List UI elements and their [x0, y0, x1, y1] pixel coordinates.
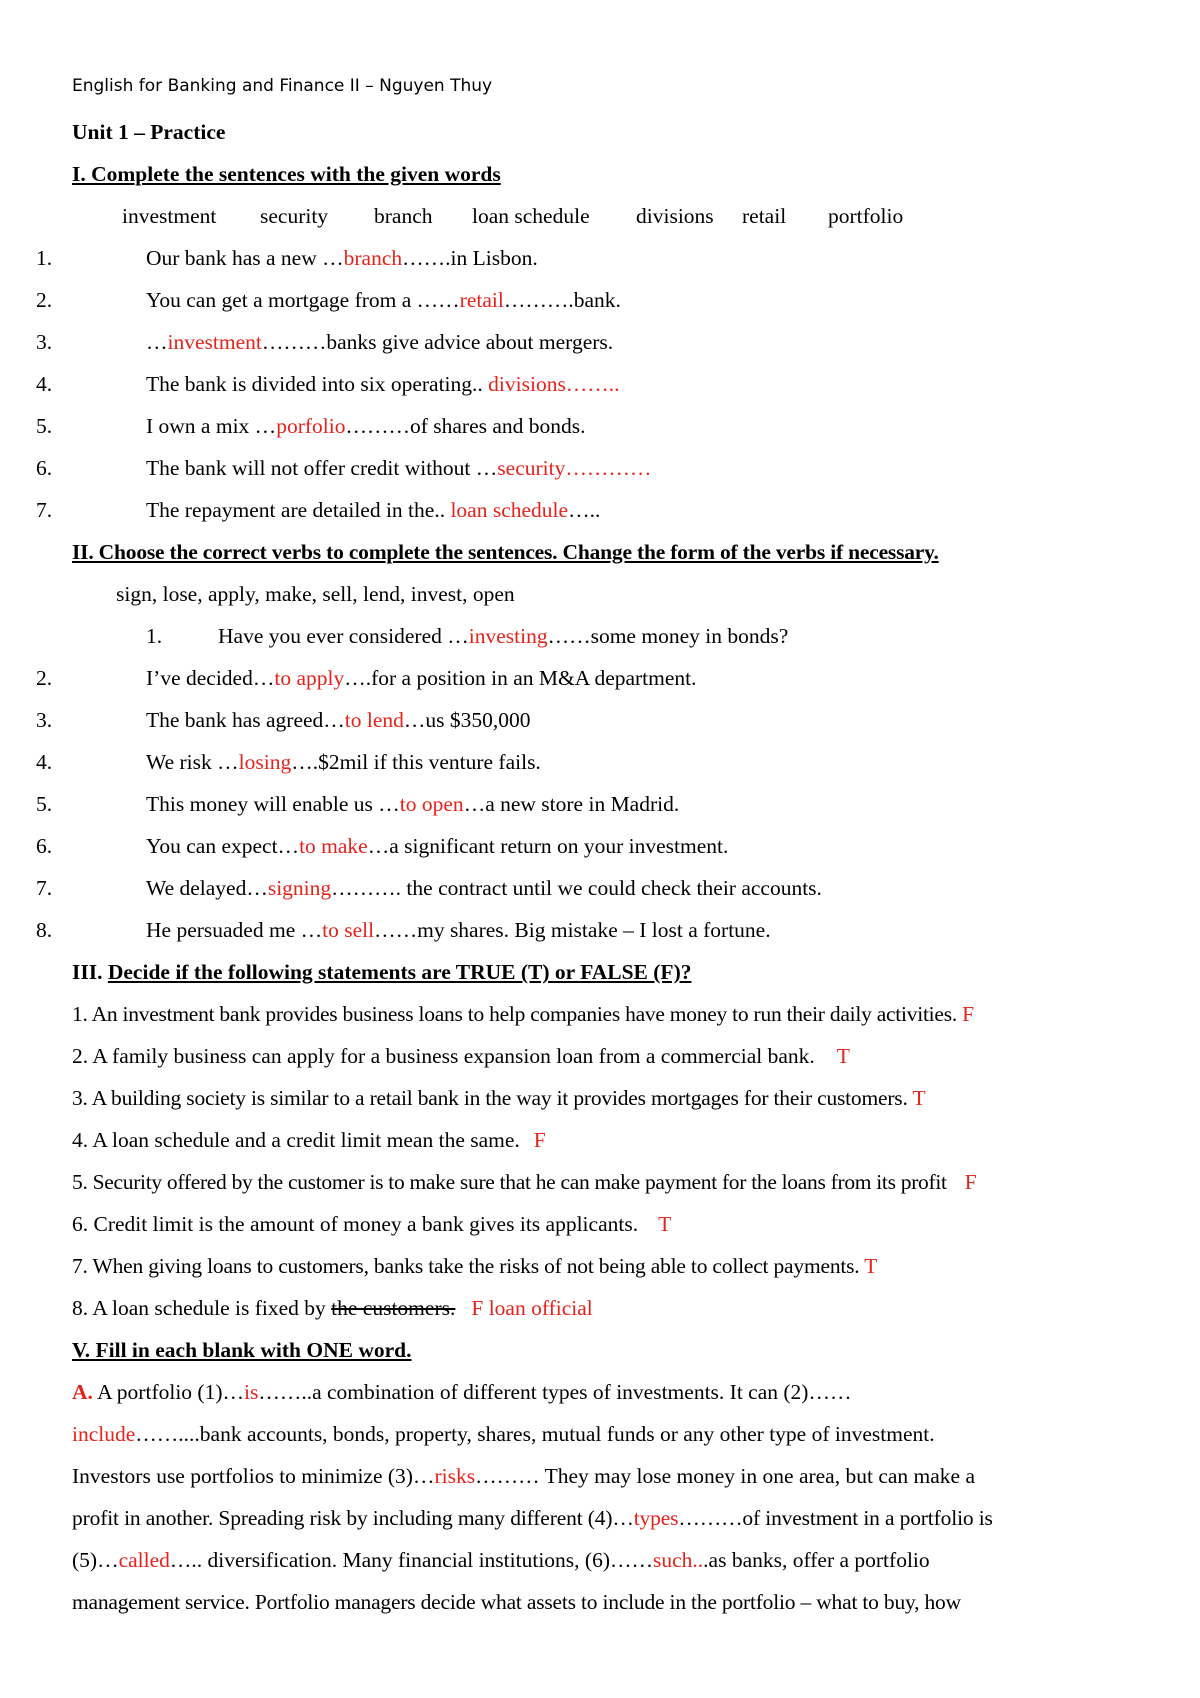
statement-text: 5. Security offered by the customer is to make sure that he can make payment for the loans from its profit — [72, 1170, 947, 1194]
answer-text: losing — [238, 750, 292, 774]
answer-text: T — [912, 1086, 926, 1110]
answer-text: F — [533, 1128, 546, 1152]
section3-heading-prefix: III. — [72, 960, 103, 984]
item-text: ……my shares. Big mistake – I lost a fortune. — [374, 918, 771, 942]
answer-text: T — [864, 1254, 878, 1278]
verb-bank: sign, lose, apply, make, sell, lend, invest, open — [116, 582, 515, 606]
answer-text: divisions…….. — [488, 372, 620, 396]
statement-text: 7. When giving loans to customers, banks take the risks of not being able to collect payments. — [72, 1254, 860, 1278]
answer-text: include — [72, 1422, 136, 1446]
item-number: 5. — [36, 414, 53, 438]
section1-heading: I. Complete the sentences with the given words — [72, 162, 501, 186]
paragraph-line — [72, 1464, 975, 1488]
statement-text: 3. A building society is similar to a retail bank in the way it provides mortgages for their customers. — [72, 1086, 908, 1110]
answer-text: investing — [468, 624, 548, 648]
item-text: The bank will not offer credit without … — [146, 456, 498, 480]
answer-text: loan schedule — [450, 498, 569, 522]
paragraph-line — [72, 1422, 935, 1446]
answer-text: T — [658, 1212, 672, 1236]
item-number: 6. — [36, 834, 53, 858]
item-text: ……some money in bonds? — [547, 624, 789, 648]
item-text: This money will enable us … — [146, 792, 400, 816]
item-text: I own a mix … — [146, 414, 277, 438]
item-number: 6. — [36, 456, 53, 480]
answer-text: to apply — [274, 666, 345, 690]
word-bank-item: divisions — [636, 204, 714, 228]
item-text: He persuaded me … — [146, 918, 323, 942]
item-number: 4. — [36, 372, 53, 396]
paragraph-line — [72, 1506, 993, 1530]
answer-text: such.. — [652, 1548, 704, 1572]
item-text: …a significant return on your investment. — [367, 834, 729, 858]
statement-item — [72, 1296, 593, 1320]
item-number: 5. — [36, 792, 53, 816]
item-text: The repayment are detailed in the.. — [146, 498, 451, 522]
item-number: 7. — [36, 876, 53, 900]
item-text: ………. the contract until we could check their accounts. — [331, 876, 822, 900]
struck-text: the customers. — [331, 1296, 456, 1320]
word-bank-item: branch — [374, 204, 433, 228]
item-text: … — [146, 330, 168, 354]
section2-heading: II. Choose the correct verbs to complete the sentences. Change the form of the verbs if necessary. — [72, 540, 939, 564]
paragraph-text: ….. diversification. Many financial institutions, (6)…… — [169, 1548, 653, 1572]
answer-text: to make — [299, 834, 368, 858]
statement-text: 4. A loan schedule and a credit limit mean the same. — [72, 1128, 520, 1152]
item-number: 3. — [36, 708, 53, 732]
answer-text: T — [836, 1044, 850, 1068]
unit-title: Unit 1 – Practice — [72, 120, 226, 144]
answer-text: retail — [459, 288, 504, 312]
item-text: …a new store in Madrid. — [463, 792, 680, 816]
answer-text: called — [118, 1548, 170, 1572]
item-text: …….in Lisbon. — [402, 246, 538, 270]
word-bank-item: portfolio — [828, 204, 904, 228]
item-text: …us $350,000 — [403, 708, 531, 732]
paragraph-text: (5)… — [72, 1548, 119, 1572]
word-bank-item: investment — [122, 204, 217, 228]
word-bank-item: retail — [742, 204, 787, 228]
statement-item — [72, 1128, 546, 1152]
item-number: 4. — [36, 750, 53, 774]
answer-text: F — [962, 1002, 974, 1026]
paragraph-text: ……… They may lose money in one area, but can make a — [475, 1464, 976, 1488]
item-number: 8. — [36, 918, 53, 942]
paragraph-text: A portfolio (1)… — [92, 1380, 244, 1404]
item-text: ….$2mil if this venture fails. — [291, 750, 541, 774]
item-text: We delayed… — [146, 876, 268, 900]
answer-text: F — [964, 1170, 977, 1194]
statement-item — [72, 1044, 850, 1068]
paragraph-text: ……..a combination of different types of investments. It can (2)…… — [258, 1380, 852, 1404]
answer-text: to open — [399, 792, 464, 816]
statement-item — [72, 1170, 976, 1194]
item-text: The bank has agreed… — [146, 708, 345, 732]
answer-text: signing — [267, 876, 332, 900]
answer-text: risks — [434, 1464, 476, 1488]
answer-text: security………… — [497, 456, 652, 480]
item-text: Have you ever considered … — [218, 624, 469, 648]
word-bank-item: security — [260, 204, 329, 228]
item-text: I’ve decided… — [146, 666, 275, 690]
item-text: ….for a position in an M&A department. — [344, 666, 697, 690]
section3-heading — [72, 960, 691, 984]
paragraph-line: management service. Portfolio managers decide what assets to include in the portfolio – what to buy, how — [72, 1590, 961, 1614]
statement-text: 8. A loan schedule is fixed by — [72, 1296, 332, 1320]
statement-item — [72, 1212, 671, 1236]
answer-text: porfolio — [276, 414, 346, 438]
item-text: ……….bank. — [503, 288, 621, 312]
paragraph-text: .as banks, offer a portfolio — [703, 1548, 930, 1572]
answer-text: types — [633, 1506, 679, 1530]
paragraph-line — [72, 1380, 851, 1404]
section3-heading-text: Decide if the following statements are TRUE (T) or FALSE (F)? — [107, 960, 692, 984]
paragraph-text: ……....bank accounts, bonds, property, shares, mutual funds or any other type of investment. — [135, 1422, 935, 1446]
item-number: 2. — [36, 288, 53, 312]
answer-text: investment — [167, 330, 262, 354]
item-text: You can expect… — [146, 834, 300, 858]
answer-text: to sell — [322, 918, 375, 942]
item-number: 1. — [36, 246, 53, 270]
paragraph-label: A. — [72, 1380, 93, 1404]
item-text: We risk … — [146, 750, 239, 774]
statement-text: 6. Credit limit is the amount of money a bank gives its applicants. — [72, 1212, 639, 1236]
statement-item — [72, 1254, 877, 1278]
statement-item — [72, 1002, 974, 1026]
word-bank-item: loan schedule — [472, 204, 590, 228]
answer-text: branch — [343, 246, 403, 270]
item-text: ………of shares and bonds. — [345, 414, 586, 438]
item-text: Our bank has a new … — [146, 246, 344, 270]
item-text: The bank is divided into six operating.. — [146, 372, 489, 396]
statement-text: 2. A family business can apply for a business expansion loan from a commercial bank. — [72, 1044, 815, 1068]
item-number: 1. — [146, 624, 163, 648]
answer-text: to lend — [344, 708, 404, 732]
item-number: 2. — [36, 666, 53, 690]
section5-heading: V. Fill in each blank with ONE word. — [72, 1338, 412, 1362]
paragraph-line — [72, 1548, 930, 1572]
document-header: English for Banking and Finance II – Nguyen Thuy — [72, 76, 493, 96]
statement-text: 1. An investment bank provides business loans to help companies have money to run their daily activities. — [72, 1002, 957, 1026]
item-text: You can get a mortgage from a …… — [146, 288, 460, 312]
item-number: 7. — [36, 498, 53, 522]
paragraph-text: Investors use portfolios to minimize (3)… — [72, 1464, 435, 1488]
item-text: ………banks give advice about mergers. — [261, 330, 614, 354]
paragraph-text: ………of investment in a portfolio is — [678, 1506, 993, 1530]
item-number: 3. — [36, 330, 53, 354]
answer-text: is — [244, 1380, 259, 1404]
paragraph-text: profit in another. Spreading risk by including many different (4)… — [72, 1506, 634, 1530]
statement-item — [72, 1086, 925, 1110]
item-text: ….. — [568, 498, 601, 522]
answer-text: F loan official — [471, 1296, 593, 1320]
